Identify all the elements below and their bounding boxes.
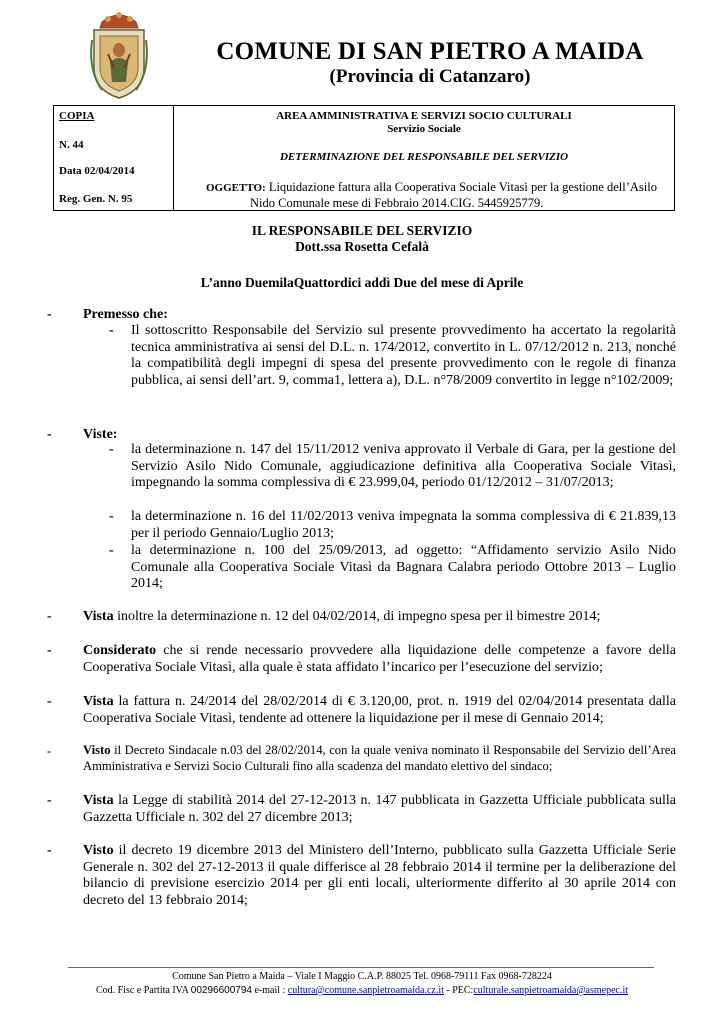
page-title: COMUNE DI SAN PIETRO A MAIDA [216, 38, 644, 65]
coat-of-arms-logo [88, 10, 150, 100]
footer-contacts: Cod. Fisc e Partita IVA 00296600794 e-mail : cultura@comune.sanpietroamaida.cz.it - PEC:culturale.sanpietroamaida@asmepec.it [95, 985, 629, 996]
sub-bullet-dash: - [109, 323, 114, 338]
bullet-dash: - [47, 793, 52, 808]
bullet-dash: - [47, 694, 52, 709]
visto-ministry-paragraph: Visto il decreto 19 dicembre 2013 del Ministero dell’Interno, pubblicato sulla Gazzetta Ufficiale Serie Generale n. 302 del 27-12-2013 il quale differisce al 28 febbraio 2014 il termine per la deliberazione del bilancio di previsione esercizio 2014 per gli enti locali, ulteriormente differito al 30 aprile 2014 con decreto del 13 febbraio 2014; [83, 843, 676, 908]
viste-label: Viste: [83, 427, 118, 442]
viste-item: la determinazione n. 16 del 11/02/2013 veniva impegnata la somma complessiva di € 21.839,13 per il periodo Gennaio/Luglio 2013; [131, 509, 676, 541]
subject-line-1: Liquidazione fattura alla Cooperativa Sociale Vitasì per la gestione dell’Asilo [268, 180, 657, 194]
subject-label: OGGETTO: [206, 182, 266, 194]
responsible-role: IL RESPONSABILE DEL SERVIZIO [251, 223, 473, 238]
header-table [53, 105, 675, 211]
viste-item: la determinazione n. 147 del 15/11/2012 veniva approvato il Verbale di Gara, per la gestione del Servizio Asilo Nido Comunale, aggiudicazione definitiva alla Cooperativa Sociale Vitasì, impegnando la somma complessiva di € 23.999,04, periodo 01/12/2012 – 31/07/2013; [131, 442, 676, 491]
vat-number: 00296600794 [190, 985, 252, 996]
bullet-dash: - [47, 307, 52, 322]
bullet-dash: - [47, 427, 52, 442]
responsible-name: Dott.ssa Rosetta Cefalà [295, 239, 429, 254]
vista-invoice-paragraph: Vista la fattura n. 24/2014 del 28/02/2014 di € 3.120,00, prot. n. 1919 del 02/04/2014 presentata dalla Cooperativa Sociale Vitasì, tendente ad ottenere la liquidazione per il mese di Gennaio 2014; [83, 694, 676, 726]
sub-bullet-dash: - [109, 543, 114, 558]
sub-bullet-dash: - [109, 442, 114, 457]
vista-law-paragraph: Vista la Legge di stabilità 2014 del 27-12-2013 n. 147 pubblicata in Gazzetta Ufficiale pubblicata sulla Gazzetta Ufficiale n. 302 del 27 dicembre 2013; [83, 793, 676, 825]
subject-line-2: Nido Comunale mese di Febbraio 2014.CIG. 5445925779. [250, 196, 544, 210]
page-subtitle: (Provincia di Catanzaro) [329, 66, 531, 87]
premesso-label: Premesso che: [83, 307, 168, 322]
subject-block [206, 180, 676, 211]
premesso-text: Il sottoscritto Responsabile del Servizio sul presente provvedimento ha accertato la regolarità tecnica amministrativa ai sensi del D.L. n. 174/2012, convertito in L. 07/12/2012 n. 213, nonché la compatibilità degli impegni di spesa del presente provvedimento con le regole di finanza pubblica, ai sensi dell’art. 9, comma1, lettera a), D.L. n°78/2009 convertito in legge n°102/2009; [131, 323, 676, 388]
footer-address: Comune San Pietro a Maida – Viale I Maggio C.A.P. 88025 Tel. 0968-79111 Fax 0968-728224 [172, 971, 552, 982]
bullet-dash: - [47, 843, 52, 858]
document-date: Data 02/04/2014 [59, 165, 135, 177]
document-number: N. 44 [59, 139, 84, 151]
copia-label: COPIA [59, 110, 95, 122]
bullet-dash: - [47, 743, 52, 758]
bullet-dash: - [47, 609, 52, 624]
bullet-dash: - [47, 643, 52, 658]
visto-decree-paragraph: Visto il Decreto Sindacale n.03 del 28/02/2014, con la quale veniva nominato il Responsabile del Servizio dell’Area Amministrativa e Servizi Socio Culturali fino alla scadenza del mandato elettivo del sindaco; [83, 743, 676, 773]
header-table-right-cell [174, 106, 674, 210]
pec-link[interactable]: culturale.sanpietroamaida@asmepec.it [473, 985, 629, 996]
header-table-left-cell [54, 106, 174, 210]
email-link[interactable]: cultura@comune.sanpietroamaida.cz.it [287, 985, 444, 996]
determination-heading: DETERMINAZIONE DEL RESPONSABILE DEL SERVIZIO [279, 151, 569, 163]
service-label: Servizio Sociale [387, 123, 461, 135]
considerato-paragraph: Considerato che si rende necessario provvedere alla liquidazione delle competenze a favore della Cooperativa Sociale Vitasì, alla quale è stata affidato l’incarico per l’esecuzione del servizio; [83, 643, 676, 675]
vista-paragraph: Vista inoltre la determinazione n. 12 del 04/02/2014, di impegno spesa per il bimestre 2014; [83, 609, 601, 624]
sub-bullet-dash: - [109, 509, 114, 524]
general-register-number: Reg. Gen. N. 95 [59, 193, 133, 205]
date-line: L’anno DuemilaQuattordici addì Due del mese di Aprile [200, 275, 524, 290]
viste-item: la determinazione n. 100 del 25/09/2013, ad oggetto: “Affidamento servizio Asilo Nido Comunale alla Cooperativa Sociale Vitasì da Bagnara Calabra periodo Ottobre 2013 – Luglio 2014; [131, 543, 676, 592]
area-label: AREA AMMINISTRATIVA E SERVIZI SOCIO CULTURALI [276, 110, 572, 122]
footer-divider [68, 967, 654, 968]
